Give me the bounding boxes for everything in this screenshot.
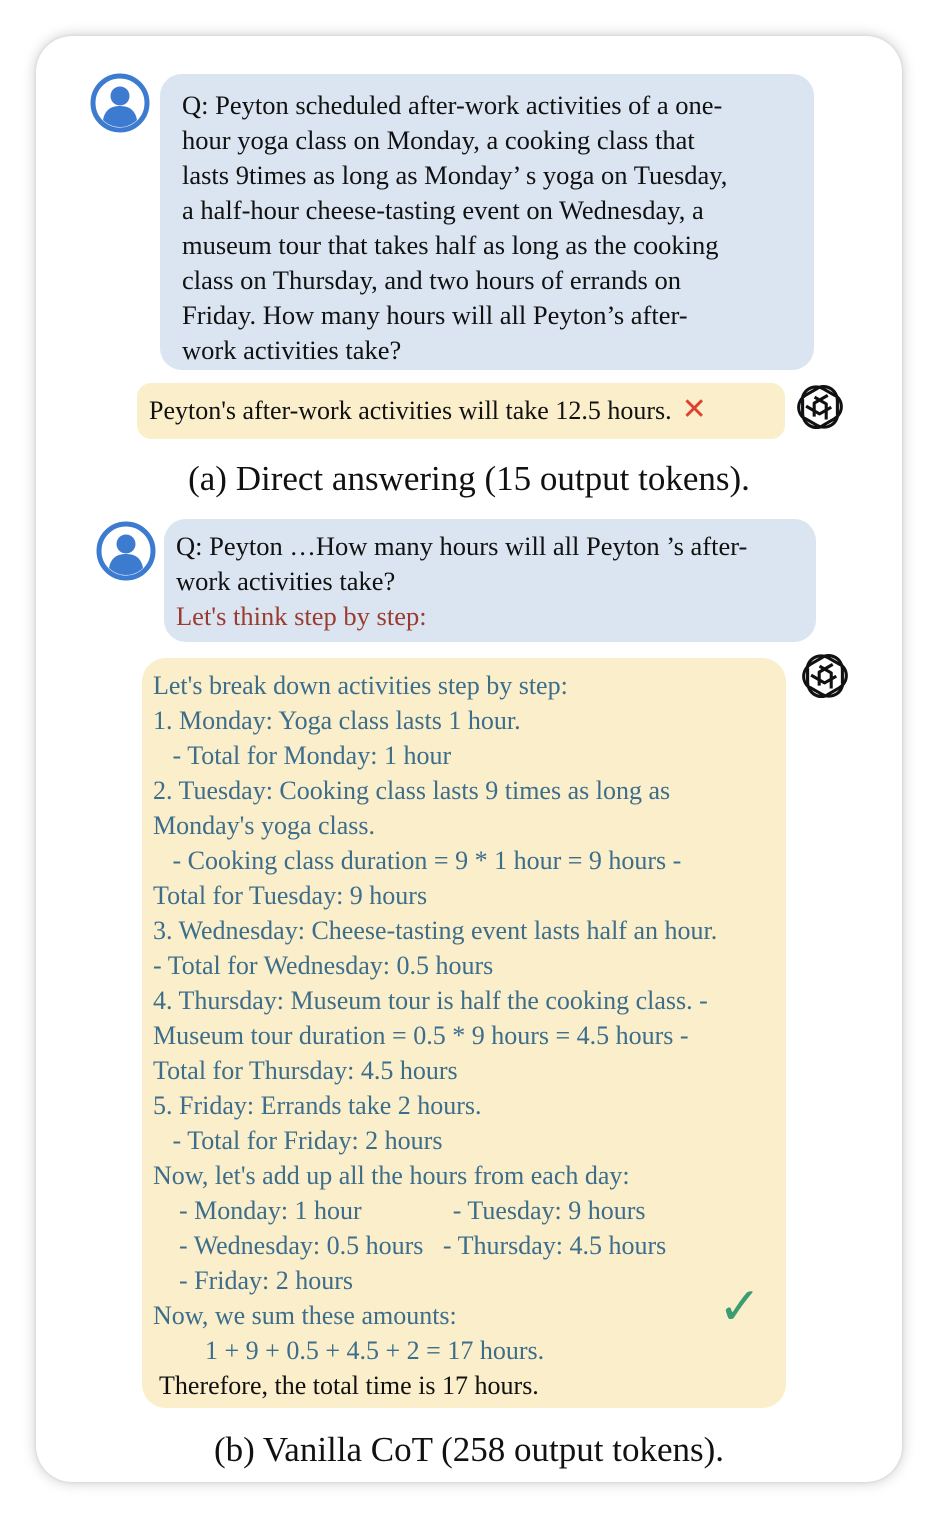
question-line: lasts 9times as long as Monday’ s yoga on Tuesday, [182, 160, 728, 190]
cot-prompt-text: Let's think step by step: [176, 601, 427, 631]
openai-logo-icon [796, 647, 854, 705]
question-line: hour yoga class on Monday, a cooking class that [182, 125, 695, 155]
user-avatar-icon [96, 521, 156, 581]
cot-line: Now, let's add up all the hours from each day: [153, 1161, 630, 1190]
caption-b: (b) Vanilla CoT (258 output tokens). [213, 1430, 725, 1469]
question-line: a half-hour cheese-tasting event on Wednesday, a [182, 195, 704, 225]
cot-line: Museum tour duration = 0.5 * 9 hours = 4.5 hours - [153, 1021, 689, 1050]
question-line: work activities take? [176, 566, 396, 596]
cot-line: 1 + 9 + 0.5 + 4.5 + 2 = 17 hours. [153, 1336, 545, 1365]
cot-line: 2. Tuesday: Cooking class lasts 9 times as long as [153, 776, 671, 805]
question-line: Q: Peyton …How many hours will all Peyton ’s after- [176, 531, 748, 561]
caption-a: (a) Direct answering (15 output tokens). [188, 459, 750, 498]
cot-line: - Monday: 1 hour - Tuesday: 9 hours [153, 1196, 646, 1225]
cot-line: 5. Friday: Errands take 2 hours. [153, 1091, 482, 1120]
cot-line: 4. Thursday: Museum tour is half the cooking class. - [153, 986, 708, 1015]
question-bubble-a [160, 74, 814, 370]
question-line: Q: Peyton scheduled after-work activities of a one- [182, 90, 723, 120]
cot-line: Total for Tuesday: 9 hours [153, 881, 428, 910]
wrong-mark-icon: ✕ [681, 392, 707, 427]
cot-line: - Cooking class duration = 9 * 1 hour = 9 hours - [153, 846, 682, 875]
right-mark-icon: ✓ [718, 1277, 762, 1337]
cot-line: - Friday: 2 hours [153, 1266, 354, 1295]
cot-final-answer: Therefore, the total time is 17 hours. [153, 1371, 539, 1400]
cot-line: - Wednesday: 0.5 hours - Thursday: 4.5 hours [153, 1231, 667, 1260]
question-line: work activities take? [182, 335, 402, 365]
cot-line: 1. Monday: Yoga class lasts 1 hour. [153, 706, 521, 735]
cot-line: 3. Wednesday: Cheese-tasting event lasts half an hour. [153, 916, 718, 945]
cot-line: - Total for Friday: 2 hours [153, 1126, 443, 1155]
cot-line: Now, we sum these amounts: [153, 1301, 457, 1330]
question-line: class on Thursday, and two hours of errands on [182, 265, 681, 295]
cot-answer-bubble [142, 658, 786, 1408]
openai-logo-icon [791, 378, 849, 436]
question-bubble-b [164, 519, 816, 642]
cot-line: - Total for Wednesday: 0.5 hours [153, 951, 494, 980]
answer-bubble-a [137, 383, 785, 439]
cot-line: Let's break down activities step by step: [153, 671, 568, 700]
cot-line: Monday's yoga class. [153, 811, 376, 840]
question-line: Friday. How many hours will all Peyton’s after- [182, 300, 688, 330]
user-avatar-icon [90, 73, 150, 133]
question-line: museum tour that takes half as long as the cooking [182, 230, 719, 260]
direct-answer-text: Peyton's after-work activities will take 12.5 hours. [149, 396, 672, 425]
cot-line: - Total for Monday: 1 hour [153, 741, 452, 770]
cot-line: Total for Thursday: 4.5 hours [153, 1056, 458, 1085]
